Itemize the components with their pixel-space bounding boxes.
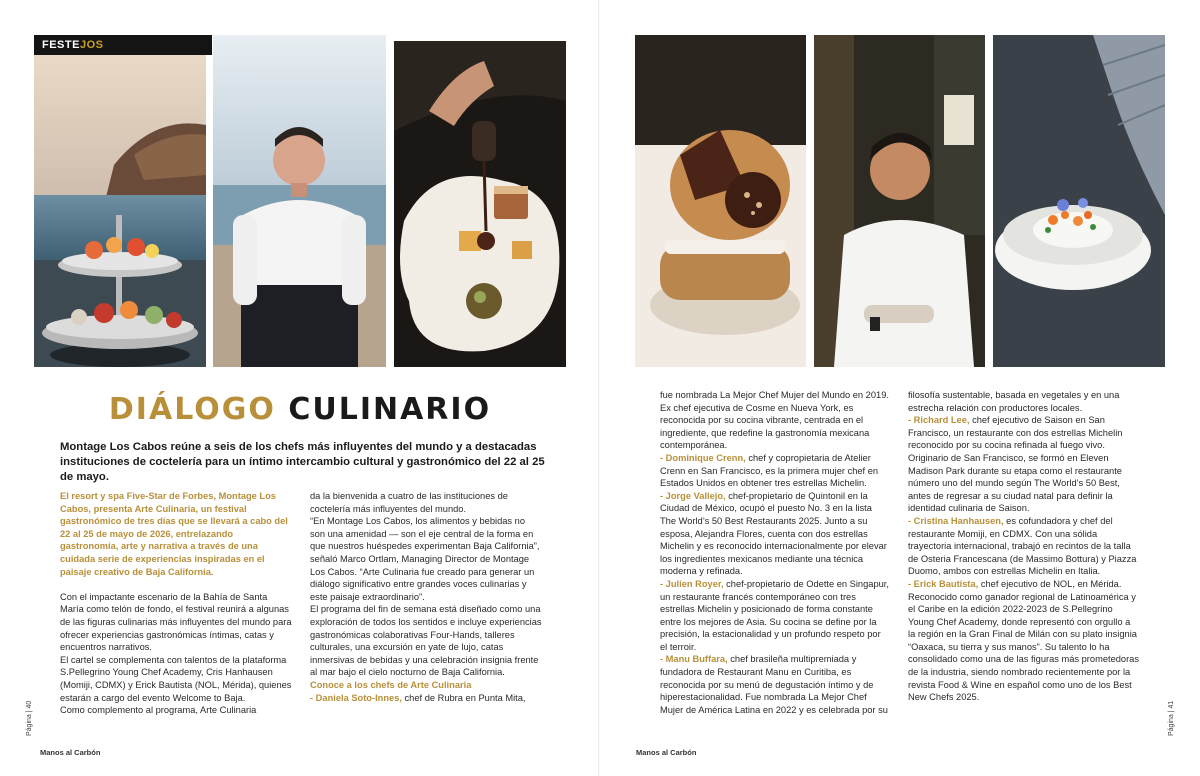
chef-name: - Manu Buffara, (660, 654, 728, 665)
chef-entry (660, 452, 890, 490)
page-number-right: Página | 41 (1168, 700, 1175, 736)
lead-paragraph: Montage Los Cabos reúne a seis de los chefs más influyentes del mundo y a destacadas instituciones de coctelería para un íntimo intercambio cultural y gastronómico del 22 al 25 de mayo. (60, 441, 545, 483)
chef-entry (908, 515, 1140, 578)
chef-description: chef brasileña multipremiada y fundadora de Restaurant Manu en Curitiba, es reconocida por su menú de degustación íntimo y de hiperestacionalidad. Fue nombrada La Mejor Chef Mujer de América Latina en 2022 y es celebrada por su (660, 654, 888, 715)
right-column-2 (908, 389, 1140, 704)
section-tag (34, 35, 212, 55)
footer-left: Manos al Carbón (40, 748, 101, 757)
chef-name: - Cristina Hanhausen, (908, 515, 1004, 526)
page-number-left: Página | 40 (26, 700, 33, 736)
left-column-1 (60, 490, 292, 717)
chef-name: - Daniela Soto-Innes, (310, 692, 402, 703)
chef-name: - Julien Royer, (660, 578, 724, 589)
photo-seafood-tower (34, 55, 206, 367)
right-page (600, 0, 1200, 776)
body-paragraph: da la bienvenida a cuatro de las instituciones de coctelería más influyentes del mundo. (310, 491, 508, 514)
body-paragraph: fue nombrada La Mejor Chef Mujer del Mundo en 2019. Ex chef ejecutiva de Cosme en Nueva York, es reconocida por su cocina vibrante, centrada en el ingrediente, que redefine la gastronomía mexicana contemporánea. (660, 390, 889, 451)
chef-description: chef-propietario de Quintonil en la Ciudad de México, ocupó el puesto No. 3 en la lista The World’s 50 Best Restaurants 2025. Junto a su esposa, Alejandra Flores, cuenta con dos estrellas Michelin y es reconocido internacionalmente por elevar los ingredientes mexicanos mediante una técnica moderna y refinada. (660, 490, 887, 577)
right-column-1 (660, 389, 890, 716)
photo-chef-portrait (213, 35, 386, 367)
section-tag-part2: JOS (79, 39, 104, 51)
body-paragraph: Como complemento al programa, Arte Culinaria (60, 705, 257, 716)
chef-name: - Richard Lee, (908, 415, 970, 426)
body-paragraph: El cartel se complementa con talentos de la plataforma S.Pellegrino Young Chef Academy, Cris Hanhausen (Momiji, CDMX) y Erick Bautista (NOL, Mérida), quienes estarán a cargo del evento Welcome to Baja. (60, 654, 292, 703)
chef-description: chef de Rubra en Punta Mita, (401, 692, 526, 703)
left-column-2 (310, 490, 542, 704)
chef-name: - Erick Bautista, (908, 578, 979, 589)
body-paragraph: El programa del fin de semana está diseñado como una exploración de todos los sentidos e incluye experiencias gastronómicas colaborativas Four-Hands, talleres culturales, una excursión en yate de lujo, catas inmersivas de bebidas y una celebración insignia frente al mar bajo el cielo nocturno de Baja California. (310, 604, 542, 678)
photo-chef-smiling (814, 35, 985, 367)
photo-plated-bowl (993, 35, 1165, 367)
chef-name: - Dominique Crenn, (660, 452, 746, 463)
section-tag-part1: FESTE (42, 39, 80, 51)
chef-description: chef ejecutivo de NOL, en Mérida. Reconocido como ganador regional de Latinoamérica y el Caribe en la edición 2022-2023 de S.Pellegrino Young Chef Academy, donde representó con orgullo a la región en la Gran Final de Milán con su plato insignia “Oaxaca, su tierra y sus manos”. Su talento lo ha consolidado como una de las figuras más prometedoras de la industria, siendo nombrado recientemente por la revista Food & Wine en español como uno de los Best New Chefs 2025. (908, 578, 1140, 703)
chef-entry (908, 578, 1140, 704)
chefs-subheading: Conoce a los chefs de Arte Culinaria (310, 679, 472, 690)
title-part1: DIÁLOGO (108, 392, 276, 427)
chef-description: chef ejecutivo de Saison en San Francisco, un restaurante con dos estrellas Michelin reconocido por su cocina refinada al fuego vivo. Originario de San Francisco, se formó en Eleven Madison Park durante su etapa como el restaurante número uno del mundo según The World’s 50 Best, antes de regresar a su ciudad natal para definir la identidad culinaria de Saison. (908, 415, 1123, 514)
chef-entry (660, 490, 890, 578)
chef-entry (310, 692, 542, 705)
chef-entry (908, 414, 1140, 515)
chef-description: chef-propietario de Odette en Singapur, un restaurante francés contemporáneo con tres estrellas Michelin y posicionado de forma constante entre los mejores de Asia. Su cocina se define por la precisión, la estacionalidad y un profundo respeto por el terroir. (660, 578, 889, 652)
title-part2: CULINARIO (288, 392, 492, 427)
body-paragraph: Con el impactante escenario de la Bahía de Santa María como telón de fondo, el festival reunirá a algunas de las figuras culinarias más influyentes del mundo para ofrecer experiencias gastronómicas íntimas, catas y encuentros narrativos. (60, 591, 292, 653)
photo-dessert (635, 35, 806, 367)
body-paragraph: filosofía sustentable, basada en vegetales y en una estrecha relación con productores locales. (908, 390, 1120, 413)
chef-description: es cofundadora y chef del restaurante Momiji, en CDMX. Con una sólida trayectoria internacional, trabajó en recintos de la talla de Osteria Francescana (de Massimo Bottura) y Piazza Duomo, ambos con estrellas Michelin en Italia. (908, 515, 1137, 577)
quote-paragraph: “En Montage Los Cabos, los alimentos y bebidas no son una amenidad — son el eje central de la forma en que nuestros huéspedes experimentan Baja California”, señaló Marco Ortlam, Managing Director de Montage Los Cabos. “Arte Culinaria fue creado para generar un diálogo significativo entre grandes voces culinarias y este paisaje extraordinario”. (310, 516, 540, 602)
footer-right: Manos al Carbón (636, 748, 697, 757)
intro-paragraph: El resort y spa Five-Star de Forbes, Montage Los Cabos, presenta Arte Culinaria, un festival gastronómico de tres días que se llevará a cabo del 22 al 25 de mayo de 2026, entrelazando gastronomía, arte y narrativa a través de una cuidada serie de experiencias inspiradas en el paisaje creativo de Baja California. (60, 491, 288, 577)
article-title (0, 392, 600, 427)
chef-entry (660, 578, 890, 654)
photo-sauce-plating (394, 41, 566, 367)
chef-entry (660, 653, 890, 716)
chef-name: - Jorge Vallejo, (660, 490, 726, 501)
chef-description: chef y copropietaria de Atelier Crenn en San Francisco, es la primera mujer chef en Estados Unidos en obtener tres estrellas Michelin. (660, 452, 879, 489)
